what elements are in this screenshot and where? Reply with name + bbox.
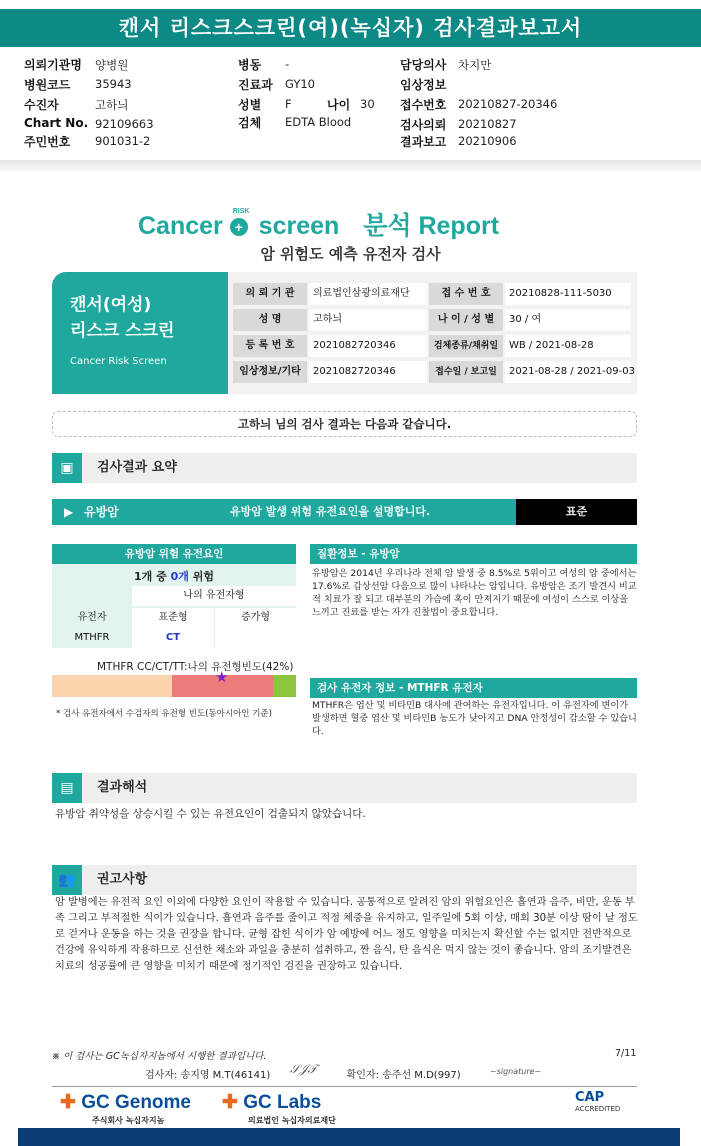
scale-low [52,675,172,697]
tester-signature: 𝒮𝒥𝒯 [290,1062,317,1076]
section-title: 결과해석 [97,780,148,795]
logo-analysis: 분석 [363,212,412,240]
label-age: 나이 [327,98,351,112]
grid-value: 2021-08-28 / 2021-09-03 [505,361,631,383]
label-department: 진료과 [238,78,273,92]
header-separator [0,160,701,172]
value-hospital-code: 35943 [95,77,132,91]
grid-value: 2021082720346 [309,335,427,357]
tester: 검사자: 송지영 M.T(46141) [145,1070,271,1081]
value-sex: F [285,97,292,111]
brand-labs-sub: 의료법인 녹십자의료재단 [248,1116,336,1125]
gene-table-title: 유방암 위험 유전요인 [52,544,296,564]
grid-value: 30 / 여 [505,309,631,331]
increase-col-header: 증가형 [215,608,296,628]
cancer-screen-logo [138,206,499,242]
interpretation-text: 유방암 취약성을 상승시킬 수 있는 유전요인이 검출되지 않았습니다. [55,808,366,820]
bottom-edge [680,1128,701,1146]
count-post: 위험 [192,570,214,583]
disease-info-text: 유방암은 2014년 우리나라 전체 암 발생 중 8.5%로 5위이고 여성의 암 중에서는 17.6%로 갑상선암 다음으로 많이 나타나는 암입니다. 유방암은 조기 발견시 비교적 치료가 잘 되고 대부분의 가슴에 혹이 만져지기 때문에 여성이 스스로 이상을 느끼고 진료를 받는 자가 진찰법이 중요합니다. [312,568,637,618]
section-title: 검사결과 요약 [97,460,177,475]
recommendation-text: 암 발병에는 유전적 요인 이외에 다양한 요인이 작용할 수 있습니다. 공통적으로 알려진 암의 위험요인은 흡연과 음주, 비만, 운동 부족 그리고 부적절한 식이가 있습니다. 흡연과 음주를 줄이고 적정 체중을 유지하고, 일주일에 5회 이상, 매회 30분 이상 땀이 날 정도로 걷거나 운동을 하는 것을 권장을 합니다. 균형 잡힌 식이가 암 예방에 어느 정도 영향을 미치는지 확신할 수는 없지만 전반적으로 건강에 유익하게 작용하므로 신선한 채소와 과일을 충분히 섭취하고, 짠 음식, 탄 음식은 먹지 않는 것이 좋습니다. 암의 조기발견은 치료의 성공률에 큰 영향을 미치기 때문에 정기적인 검진을 권장하고 있습니다. [55,897,638,972]
value-specimen: EDTA Blood [285,115,352,129]
frequency-scale [52,675,296,697]
value-resident-no: 901031-2 [95,134,151,148]
grid-value: 의료법인삼광의료재단 [309,283,427,305]
report-subtitle: 암 위험도 예측 유전자 검사 [260,245,441,263]
brand-genome: GC Genome [81,1092,192,1113]
document-icon: ▤ [52,773,82,803]
test-note: ※ 이 검사는 GC녹십자지놈에서 시행한 결과입니다. [52,1051,267,1062]
grid-label: 검체종류/채취일 [429,335,503,357]
summary-icon: ▣ [52,453,82,483]
genotype-frequency: MTHFR CC/CT/TT:나의 유전형빈도(42%) [97,661,294,673]
value-report-date: 20210906 [458,134,517,148]
people-icon: 👥 [52,865,82,895]
card-line2: 리스크 스크린 [70,321,175,341]
cancer-description: 유방암 발생 위험 유전요인을 설명합니다. [230,505,431,518]
risk-level-badge: 표준 [516,499,637,525]
scale-high [273,675,296,697]
grid-value: 고하늬 [309,309,427,331]
gc-cross-icon: ✚ [222,1092,238,1113]
label-report-date: 결과보고 [400,135,447,149]
section-recommendation [52,865,637,895]
play-icon: ▶ [64,505,74,519]
value-chart-no: 92109663 [95,117,154,131]
label-clinical-info: 임상정보 [400,78,447,92]
value-request-date: 20210827 [458,117,517,131]
value-requester: 양병원 [95,58,129,72]
standard-col-header: 표준형 [132,608,214,628]
section-interpretation [52,773,637,803]
my-position-star-icon: ★ [215,668,229,686]
gene-risk-table [52,544,296,648]
grid-label: 접수일 / 보고일 [429,361,503,383]
count-num: 0개 [170,570,189,583]
card-en: Cancer Risk Screen [70,356,167,367]
label-receipt-no: 접수번호 [400,98,447,112]
cap-text: CAP [575,1090,605,1105]
risk-count [52,568,296,584]
frequency-footnote: * 검사 유전자에서 수검자의 유전형 빈도(동아시아인 기준) [56,709,272,719]
grid-value: WB / 2021-08-28 [505,335,631,357]
genotype-standard: CT [132,628,214,648]
result-notice: 고하늬 님의 검사 결과는 다음과 같습니다. [52,411,637,437]
value-patient: 고하늬 [95,98,129,112]
value-department: GY10 [285,77,315,91]
grid-label: 등 록 번 호 [233,335,307,357]
logo-screen: screen [258,212,340,240]
label-resident-no: 주민번호 [24,135,71,149]
bottom-bar [18,1128,680,1146]
report-title: 캔서 리스크스크린(여)(녹십자) 검사결과보고서 [0,9,701,47]
value-age: 30 [360,97,375,111]
label-ward: 병동 [238,58,262,72]
label-doctor: 담당의사 [400,58,447,72]
disease-info-header: 질환정보 - 유방암 [310,544,637,564]
product-card [52,272,228,394]
cap-accredited-badge [575,1090,637,1124]
grid-label: 의 뢰 기 관 [233,283,307,305]
label-chart-no: Chart No. [24,116,89,130]
logo-risk: RISK [232,208,250,215]
count-pre: 1개 중 [134,570,167,583]
section-title: 권고사항 [97,872,148,887]
gc-labs-logo [222,1091,321,1114]
grid-label: 임상정보/기타 [233,361,307,383]
label-hospital-code: 병원코드 [24,78,71,92]
grid-label: 성 명 [233,309,307,331]
footer-divider [52,1086,637,1087]
value-ward: - [285,57,290,71]
brand-labs: GC Labs [243,1092,322,1113]
logo-cancer: Cancer [138,212,223,240]
gene-col-header: 유전자 [77,612,107,623]
label-patient: 수진자 [24,98,59,112]
value-receipt-no: 20210827-20346 [458,97,558,111]
confirmer: 확인자: 송주선 M.D(997) [346,1070,461,1081]
gc-cross-icon: ✚ [60,1092,76,1113]
logo-plus-icon: RISK + [230,212,252,241]
genotype-increase [215,628,296,648]
grid-value: 20210828-111-5030 [505,283,631,305]
page-number: 7/11 [615,1048,637,1059]
gene-info-text: MTHFR은 엽산 및 비타민B 대사에 관여하는 유전자입니다. 이 유전자에 변이가 발생하면 혈중 엽산 및 비타민B 농도가 낮아지고 DNA 안정성이 감소할 수 있습니다. [312,700,637,737]
cancer-name: 유방암 [84,505,119,519]
section-summary [52,453,637,483]
confirmer-signature: ~signature~ [490,1067,542,1076]
label-specimen: 검체 [238,116,262,130]
breast-cancer-bar [52,499,637,525]
brand-genome-sub: 주식회사 녹십자지놈 [92,1116,165,1125]
label-requester: 의뢰기관명 [24,58,82,72]
grid-value: 2021082720346 [309,361,427,383]
label-sex: 성별 [238,98,262,112]
my-genotype-header: 나의 유전자형 [132,586,296,606]
patient-info-grid [229,272,637,394]
grid-label: 접 수 번 호 [429,283,503,305]
label-request-date: 검사의뢰 [400,118,447,132]
gene-info-header: 검사 유전자 정보 - MTHFR 유전자 [310,678,637,698]
card-line1: 캔서(여성) [70,295,152,315]
gene-name: MTHFR [74,632,110,643]
value-doctor: 차지만 [458,58,492,72]
gc-genome-logo [60,1091,191,1114]
cap-sub: ACCREDITED [575,1105,621,1113]
grid-label: 나 이 / 성 별 [429,309,503,331]
logo-report: Report [418,212,500,240]
